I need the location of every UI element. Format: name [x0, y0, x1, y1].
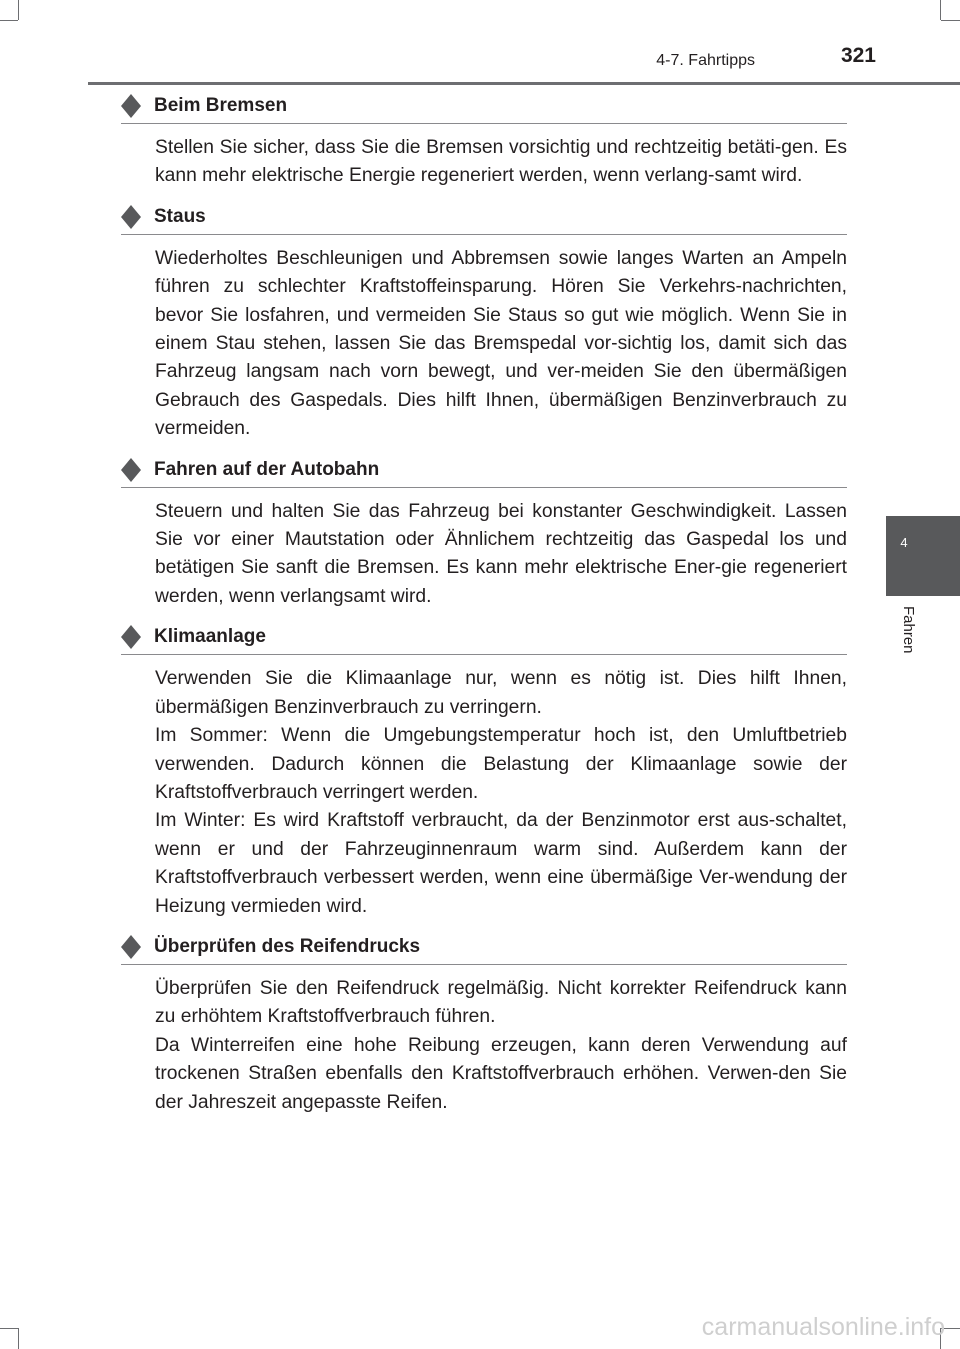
paragraph: Im Sommer: Wenn die Umgebungstemperatur hoch ist, den Umluftbetrieb verwenden. Dadurch können die Belastung der Klimaanlage sowie der Kraftstoffverbrauch verringert werden.: [155, 725, 847, 803]
crop-mark: [0, 1328, 18, 1329]
paragraph: Da Winterreifen eine hohe Reibung erzeugen, kann deren Verwendung auf trockenen Straßen ebenfalls den Kraftstoffverbrauch erhöhen. Verwen-den Sie der Jahreszeit angepasste Reifen.: [155, 1034, 847, 1113]
section-heading: [121, 934, 847, 965]
section-body: [121, 975, 847, 1117]
section-title: Fahren auf der Autobahn: [154, 458, 380, 480]
chapter-tab: [886, 516, 960, 596]
section-heading: [121, 93, 847, 124]
watermark: carmanualsonline.info: [701, 1313, 945, 1341]
diamond-bullet-icon: [121, 935, 141, 959]
chapter-name: Fahren: [900, 606, 917, 654]
section-heading: [121, 204, 847, 235]
section-staus: [121, 204, 847, 444]
diamond-bullet-icon: [121, 205, 141, 229]
section-title: Überprüfen des Reifendrucks: [154, 935, 421, 957]
section-title: Beim Bremsen: [154, 95, 288, 116]
section-reifendruck: [121, 934, 847, 1117]
paragraph: Im Winter: Es wird Kraftstoff verbraucht, da der Benzinmotor erst aus-schaltet, wenn er und der Fahrzeuginnenraum warm sind. Außerdem kann der Kraftstoffverbrauch verbessert werden, wenn eine übermäßige Ver-wendung der Heizung vermieden wird.: [155, 810, 847, 917]
section-body: [121, 245, 847, 444]
section-title: Klimaanlage: [154, 626, 266, 648]
paragraph: Stellen Sie sicher, dass Sie die Bremsen vorsichtig und rechtzeitig betäti-gen. Es kann mehr elektrische Energie regeneriert werden, wenn verlang-samt wird.: [155, 137, 847, 187]
paragraph: Überprüfen Sie den Reifendruck regelmäßig. Nicht korrekter Reifendruck kann zu erhöhtem Kraftstoffverbrauch führen.: [155, 977, 847, 1028]
page-content: [121, 93, 847, 1130]
header-rule: [88, 82, 960, 85]
section-klimaanlage: [121, 624, 847, 921]
crop-mark: [18, 0, 19, 20]
section-fahren-autobahn: [121, 457, 847, 612]
section-heading: [121, 457, 847, 488]
paragraph: Verwenden Sie die Klimaanlage nur, wenn es nötig ist. Dies hilft Ihnen, übermäßigen Benzinverbrauch zu verringern.: [155, 668, 847, 718]
crop-mark: [0, 20, 18, 21]
diamond-bullet-icon: [121, 458, 141, 482]
crop-mark: [18, 1328, 19, 1349]
diamond-bullet-icon: [121, 94, 141, 118]
paragraph: Steuern und halten Sie das Fahrzeug bei konstanter Geschwindigkeit. Lassen Sie vor einer Mautstation oder Ähnlichem rechtzeitig das Gaspedal los und betätigen Sie sanft die Bremsen. Es kann mehr elektrische Ener-gie regeneriert werden, wenn verlangsamt wird.: [155, 500, 847, 607]
paragraph: Wiederholtes Beschleunigen und Abbremsen sowie langes Warten an Ampeln führen zu schlechter Kraftstoffeinsparung. Hören Sie Verkehrs-nachrichten, bevor Sie losfahren, und vermeiden Sie Staus so gut wie möglich. Wenn Sie in einem Stau stehen, lassen Sie das Bremspedal vor-sichtig los, damit sich das Fahrzeug langsam nach vorn bewegt, und ver-meiden Sie den übermäßigen Gebrauch des Gaspedals. Dies hilft Ihnen, übermäßigen Benzinverbrauch zu vermeiden.: [155, 247, 847, 440]
section-heading: [121, 624, 847, 655]
chapter-number: 4: [900, 535, 908, 550]
section-body: [121, 665, 847, 921]
diamond-bullet-icon: [121, 625, 141, 649]
running-header: 4-7. Fahrtipps: [656, 52, 755, 69]
crop-mark: [940, 0, 941, 20]
crop-mark: [941, 20, 960, 21]
page-number: 321: [840, 44, 876, 67]
section-title: Staus: [154, 205, 206, 227]
section-beim-bremsen: [121, 93, 847, 191]
section-body: [121, 134, 847, 191]
section-body: [121, 498, 847, 612]
